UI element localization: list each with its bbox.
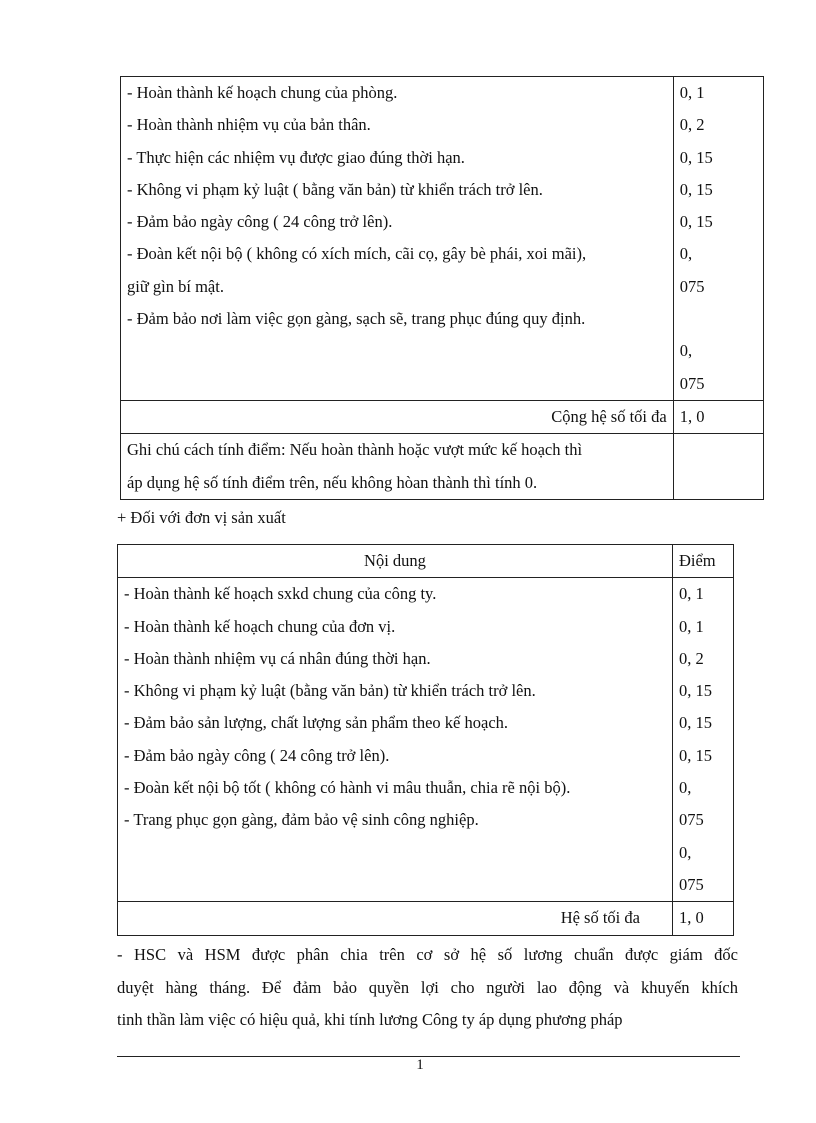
criteria-line: - Đảm bảo ngày công ( 24 công trở lên).: [127, 212, 393, 232]
note-line: Ghi chú cách tính điểm: Nếu hoàn thành hoặc vượt mức kế hoạch thì: [127, 440, 583, 460]
total-label: Hệ số tối đa: [118, 902, 673, 935]
criteria-line: - Đảm bảo nơi làm việc gọn gàng, sạch sẽ, trang phục đúng quy định.: [127, 309, 586, 329]
criteria-line: - Thực hiện các nhiệm vụ được giao đúng thời hạn.: [127, 147, 465, 167]
points-line: 0, 2: [679, 115, 705, 135]
criteria-line: - Hoàn thành kế hoạch chung của phòng.: [127, 83, 398, 102]
criteria-line: - Trang phục gọn gàng, đảm bảo vệ sinh công nghiệp.: [124, 810, 479, 830]
points-line: 0, 2: [678, 648, 704, 668]
criteria-line: - Hoàn thành kế hoạch chung của đơn vị.: [124, 616, 396, 636]
points-line: 0, 15: [678, 681, 712, 701]
paragraph-line: - HSC và HSM được phân chia trên cơ sở hệ số lương chuẩn được giám đốc: [117, 945, 738, 964]
points-line: 0, 1: [679, 83, 705, 102]
total-value: 1, 0: [673, 400, 763, 433]
points-line: 0, 1: [678, 584, 704, 604]
office-criteria-table: [120, 76, 764, 500]
criteria-line: - Đảm bảo sản lượng, chất lượng sản phẩm theo kế hoạch.: [124, 713, 509, 733]
points-line: 0, 15: [679, 212, 713, 232]
points-line: 0,: [679, 244, 693, 264]
total-label: Cộng hệ số tối đa: [121, 400, 674, 433]
criteria-line: - Đoàn kết nội bộ tốt ( không có hành vi mâu thuẫn, chia rẽ nội bộ).: [124, 778, 571, 798]
body-paragraph: [117, 939, 738, 1037]
header-content: Nội dung: [118, 545, 673, 578]
points-line: 0,: [679, 341, 693, 361]
note-row: [121, 434, 764, 500]
page-number: 1: [416, 1057, 424, 1073]
table-row: [121, 77, 764, 401]
section-heading: + Đối với đơn vị sản xuất: [117, 508, 286, 527]
points-line: 075: [678, 810, 704, 830]
paragraph-line: duyệt hàng tháng. Để đảm bảo quyền lợi cho người lao động và khuyến khích: [117, 977, 738, 997]
points-line: 075: [678, 874, 704, 894]
points-cell: [673, 77, 763, 401]
points-line: 0,: [678, 778, 692, 798]
points-line: 0, 15: [679, 147, 713, 167]
criteria-cell: [118, 578, 673, 902]
criteria-line: - Đảm bảo ngày công ( 24 công trở lên).: [124, 745, 390, 765]
paragraph-line: tinh thần làm việc có hiệu quả, khi tính lương Công ty áp dụng phương pháp: [117, 1010, 623, 1029]
production-criteria-table: [117, 544, 734, 936]
points-line: [680, 303, 757, 335]
criteria-line: - Hoàn thành nhiệm vụ của bản thân.: [127, 115, 371, 135]
criteria-line: - Hoàn thành kế hoạch sxkd chung của công ty.: [124, 584, 437, 604]
criteria-line: - Hoàn thành nhiệm vụ cá nhân đúng thời hạn.: [124, 648, 431, 668]
points-line: 075: [679, 276, 705, 296]
table-row: [118, 578, 734, 902]
points-line: 0, 15: [679, 179, 713, 199]
criteria-line: giữ gìn bí mật.: [127, 276, 224, 296]
points-line: 0,: [678, 842, 692, 862]
points-cell: [672, 578, 733, 902]
note-cell: [121, 434, 674, 500]
criteria-cell: [121, 77, 674, 401]
criteria-line: - Không vi phạm kỷ luật (bằng văn bản) từ khiển trách trở lên.: [124, 681, 536, 701]
header-row: [118, 545, 734, 578]
points-line: 0, 15: [678, 745, 712, 765]
total-value: 1, 0: [672, 902, 733, 935]
header-points: Điểm: [672, 545, 733, 578]
criteria-line: - Đoàn kết nội bộ ( không có xích mích, cãi cọ, gây bè phái, xoi mãi),: [127, 244, 587, 264]
note-line: áp dụng hệ số tính điểm trên, nếu không hòan thành thì tính 0.: [127, 472, 538, 492]
total-row: [118, 902, 734, 935]
total-row: [121, 400, 764, 433]
points-line: 0, 15: [678, 713, 712, 733]
note-empty-cell: [673, 434, 763, 500]
points-line: 075: [679, 373, 705, 393]
criteria-line: - Không vi phạm kỷ luật ( bằng văn bản) từ khiển trách trở lên.: [127, 179, 543, 199]
points-line: 0, 1: [678, 616, 704, 636]
